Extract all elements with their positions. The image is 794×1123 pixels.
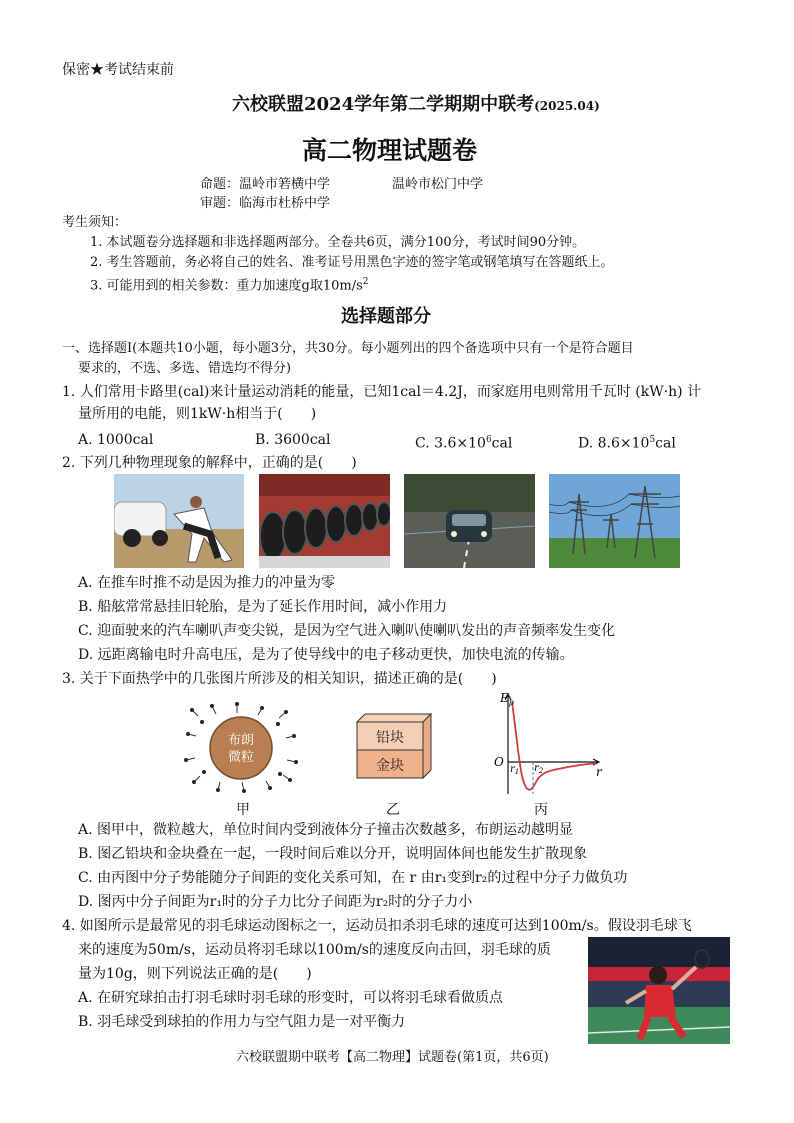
- q1-option-b: B. 3600cal: [255, 432, 331, 448]
- q1-option-c: C. $3.6\times 10^6cal$: [415, 435, 513, 452]
- fig1-label-1: 布朗: [227, 733, 255, 748]
- q1-option-d: D. $8.6\times 10^5cal$: [578, 435, 676, 452]
- notice-item-3: 3. 可能用到的相关参数：重力加速度g取$10m/s^2$: [90, 277, 369, 294]
- q2-option-b: B. 船舷常常悬挂旧轮胎，是为了延长作用时间，减小作用力: [78, 599, 448, 615]
- photo-power-lines: [549, 474, 680, 568]
- fig3-origin: O: [494, 755, 504, 769]
- q4-line-1: 4. 如图所示是最常见的羽毛球运动图标之一，运动员扣杀羽毛球的速度可达到100m/s。假设羽毛球飞: [62, 918, 692, 934]
- q2-option-a: A. 在推车时推不动是因为推力的冲量为零: [78, 575, 336, 591]
- fig1-label-2: 微粒: [227, 750, 255, 765]
- exam-title-main: 六校联盟2024学年第二学期期中联考: [232, 94, 535, 115]
- q1-line-1: 1. 人们常用卡路里(cal)来计量运动消耗的能量，已知1cal＝4.2J，而家庭用电则常用千瓦时 (kW·h) 计: [62, 384, 702, 400]
- figure-brownian-motion: [182, 700, 300, 795]
- fig3-xlabel: r: [596, 765, 602, 779]
- q2-option-d: D. 远距离输电时升高电压，是为了使导线中的电子移动更快，加快电流的传输。: [78, 647, 574, 663]
- fig3-r1: $r_1$: [510, 764, 520, 776]
- caption-bing: 丙: [534, 802, 548, 818]
- author-1: 命题：温岭市箬横中学: [200, 177, 331, 192]
- q3-option-a: A. 图甲中，微粒越大，单位时间内受到液体分子撞击次数越多，布朗运动越明显: [78, 822, 574, 838]
- fig3-r2: $r_2$: [534, 763, 544, 775]
- page-footer: 六校联盟期中联考【高二物理】试题卷(第1页，共6页): [236, 1050, 549, 1065]
- subject-title: 高二物理试题卷: [302, 136, 478, 165]
- q2-stem: 2. 下列几种物理现象的解释中，正确的是( ): [62, 455, 357, 471]
- q3-option-b: B. 图乙铅块和金块叠在一起，一段时间后难以分开，说明固体间也能发生扩散现象: [78, 846, 588, 862]
- q4-option-b: B. 羽毛球受到球拍的作用力与空气阻力是一对平衡力: [78, 1014, 406, 1030]
- reviewer: 审题：临海市杜桥中学: [200, 196, 331, 211]
- fig2-top-label: 铅块: [376, 730, 404, 746]
- section-intro-1: 一、选择题Ⅰ(本题共10小题，每小题3分，共30分。每小题列出的四个备选项中只有一个是符合题目: [62, 341, 634, 356]
- caption-jia: 甲: [236, 802, 250, 818]
- fig3-ylabel: $E_p$: [500, 691, 514, 707]
- notice-item-1: 1. 本试题卷分选择题和非选择题两部分。全卷共6页，满分100分，考试时间90分钟。: [90, 235, 586, 250]
- q1-line-2: 量所用的电能，则1kW·h相当于( ): [78, 406, 317, 422]
- notice-heading: 考生须知：: [62, 215, 128, 230]
- exam-title: [232, 90, 600, 116]
- confidential-mark: 保密★考试结束前: [62, 62, 174, 78]
- photo-badminton-player: [588, 937, 730, 1044]
- q4-option-a: A. 在研究球拍击打羽毛球时羽毛球的形变时，可以将羽毛球看做质点: [78, 990, 504, 1006]
- q4-line-2: 来的速度为50m/s，运动员将羽毛球以100m/s的速度反向击回，羽毛球的质: [78, 942, 551, 958]
- section-title: 选择题部分: [341, 306, 431, 327]
- author-2: 温岭市松门中学: [392, 177, 484, 192]
- q3-option-c: C. 由丙图中分子势能随分子间距的变化关系可知，在 r 由r₁变到r₂的过程中分子力做负功: [78, 870, 628, 886]
- caption-yi: 乙: [386, 802, 400, 818]
- photo-ship-tires: [259, 474, 390, 568]
- q3-option-d: D. 图丙中分子间距为r₁时的分子力比分子间距为r₂时的分子力小: [78, 894, 473, 910]
- photo-approaching-car: [404, 474, 535, 568]
- q1-option-a: A. 1000cal: [78, 432, 154, 448]
- q3-stem: 3. 关于下面热学中的几张图片所涉及的相关知识，描述正确的是( ): [62, 671, 497, 687]
- exam-date: (2025.04): [534, 99, 600, 113]
- figure-potential-energy-graph: [488, 690, 608, 800]
- figure-lead-gold-blocks: [355, 712, 435, 782]
- fig2-bottom-label: 金块: [376, 758, 404, 774]
- notice-item-2: 2. 考生答题前，务必将自己的姓名、准考证号用黑色字迹的签字笔或钢笔填写在答题纸上。: [90, 255, 614, 270]
- q4-line-3: 量为10g，则下列说法正确的是( ): [78, 966, 312, 982]
- photo-pushing-car: [114, 474, 244, 568]
- section-intro-2: 要求的，不选、多选、错选均不得分): [78, 361, 292, 376]
- q2-option-c: C. 迎面驶来的汽车喇叭声变尖锐，是因为空气进入喇叭使喇叭发出的声音频率发生变化: [78, 623, 616, 639]
